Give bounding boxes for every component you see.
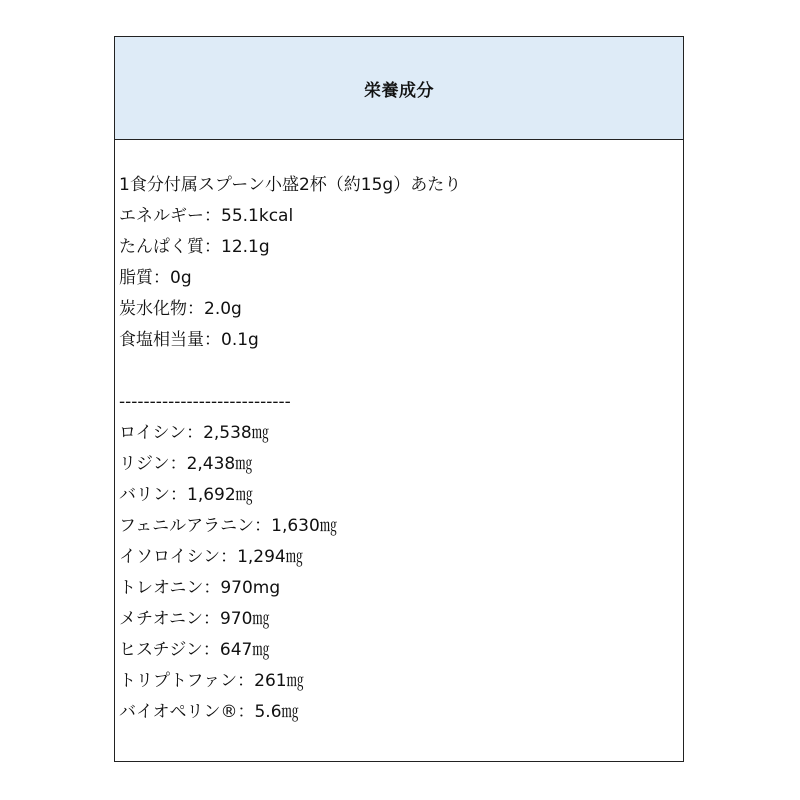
blank-line	[119, 356, 683, 387]
bioperine: バイオペリン®：5.6㎎	[119, 702, 299, 722]
divider-line: ----------------------------	[119, 392, 291, 412]
amino-threonine: トレオニン：970mg	[119, 578, 281, 598]
panel-header	[115, 37, 683, 140]
amino-valine: バリン：1,692㎎	[119, 485, 253, 505]
amino-methionine: メチオニン：970㎎	[119, 609, 270, 629]
amino-leucine: ロイシン：2,538㎎	[119, 423, 269, 443]
amino-isoleucine: イソロイシン：1,294㎎	[119, 547, 303, 567]
amino-tryptophan: トリプトファン：261㎎	[119, 671, 304, 691]
amino-histidine: ヒスチジン：647㎎	[119, 640, 270, 660]
panel-title: 栄養成分	[364, 80, 434, 101]
amino-phenylalanine: フェニルアラニン：1,630㎎	[119, 516, 337, 536]
panel-body	[115, 140, 683, 728]
nutrient-fat: 脂質：0g	[119, 268, 192, 288]
serving-size: 1食分付属スプーン小盛2杯（約15g）あたり	[119, 175, 462, 195]
nutrition-panel	[114, 36, 684, 762]
nutrient-protein: たんぱく質：12.1g	[119, 237, 270, 257]
nutrient-salt: 食塩相当量：0.1g	[119, 330, 259, 350]
nutrient-carbohydrate: 炭水化物：2.0g	[119, 299, 242, 319]
nutrient-energy: エネルギー：55.1kcal	[119, 206, 294, 226]
amino-lysine: リジン：2,438㎎	[119, 454, 253, 474]
